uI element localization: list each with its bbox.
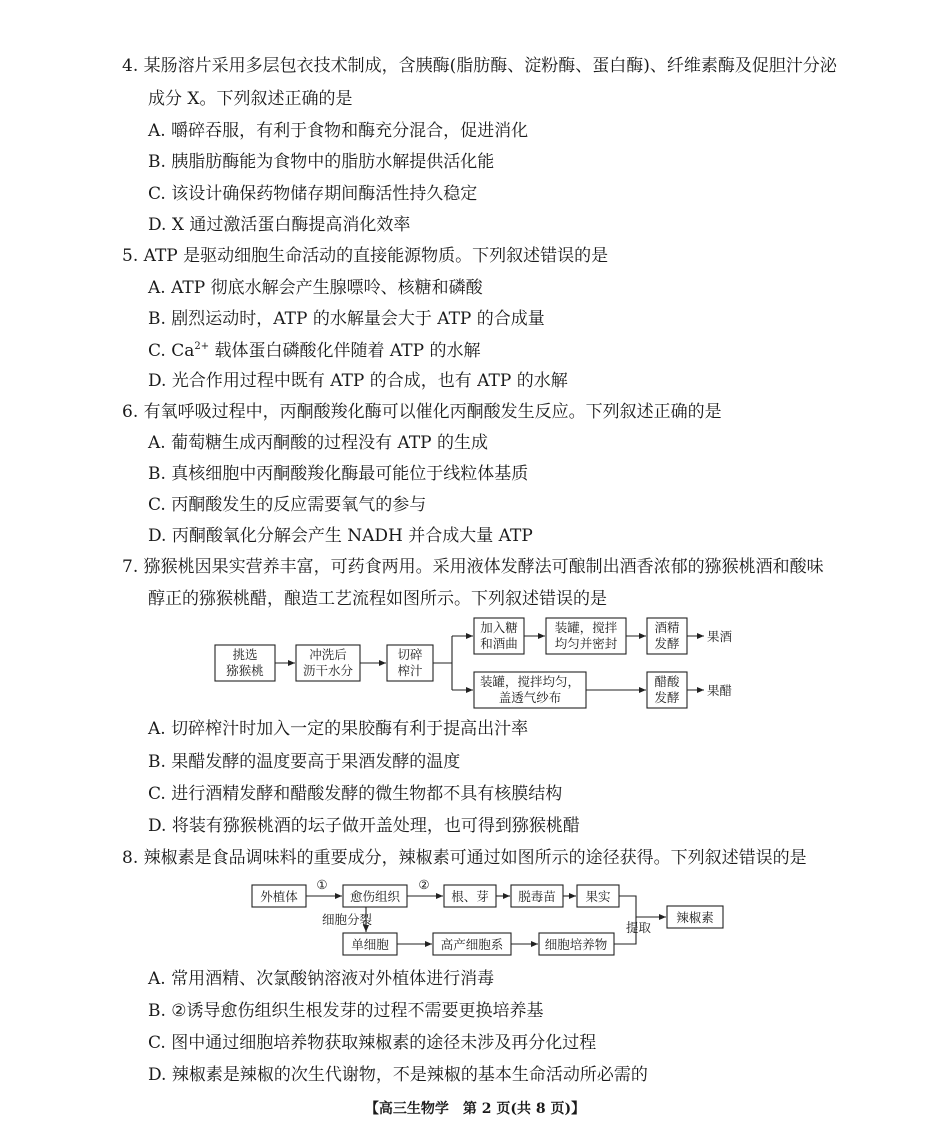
q6-option-d: D. 丙酮酸氧化分解会产生 NADH 并合成大量 ATP	[148, 526, 533, 546]
q7-option-c: C. 进行酒精发酵和醋酸发酵的微生物都不具有核膜结构	[148, 784, 563, 804]
q5-option-c-post: 载体蛋白磷酸化伴随着 ATP 的水解	[209, 341, 481, 361]
q8-stem: 8. 辣椒素是食品调味料的重要成分，辣椒素可通过如图所示的途径获得。下列叙述错误的是	[122, 848, 807, 868]
box-capsaicin-text: 辣椒素	[676, 910, 714, 925]
q4-stem-line1: 4. 某肠溶片采用多层包衣技术制成，含胰酶(脂肪酶、淀粉酶、蛋白酶)、纤维素酶及促胆汁分泌	[122, 56, 837, 76]
q5-option-d: D. 光合作用过程中既有 ATP 的合成，也有 ATP 的水解	[148, 371, 568, 391]
box-alcohol-text2: 发酵	[654, 636, 680, 651]
q6-option-b: B. 真核细胞中丙酮酸羧化酶最可能位于线粒体基质	[148, 464, 529, 484]
q4-stem-line2: 成分 X。下列叙述正确的是	[148, 89, 353, 109]
q8-option-d: D. 辣椒素是辣椒的次生代谢物，不是辣椒的基本生命活动所必需的	[148, 1065, 648, 1085]
box-wash-text2: 沥干水分	[302, 663, 354, 678]
q5-option-b: B. 剧烈运动时，ATP 的水解量会大于 ATP 的合成量	[148, 309, 545, 329]
q7-stem-line2: 醇正的猕猴桃醋，酿造工艺流程如图所示。下列叙述错误的是	[148, 589, 607, 609]
label-fruit-vinegar: 果醋	[707, 683, 733, 698]
q7-flow-diagram	[215, 618, 733, 708]
box-wash-text1: 冲洗后	[309, 647, 347, 662]
q7-option-a: A. 切碎榨汁时加入一定的果胶酶有利于提高出汁率	[148, 719, 529, 739]
box-select-text2: 猕猴桃	[226, 663, 264, 678]
box-cell-culture-text: 细胞培养物	[544, 937, 608, 952]
q4-option-a: A. 嚼碎吞服，有利于食物和酶充分混合，促进消化	[148, 121, 529, 141]
box-crush-text2: 榨汁	[397, 663, 423, 678]
q5-stem: 5. ATP 是驱动细胞生命活动的直接能源物质。下列叙述错误的是	[122, 246, 609, 266]
box-root-shoot-text: 根、芽	[451, 889, 489, 904]
box-acetic-text1: 醋酸	[654, 674, 680, 689]
box-seedling-text: 脱毒苗	[518, 889, 556, 904]
label-step2: ②	[418, 877, 430, 892]
q4-option-b: B. 胰脂肪酶能为食物中的脂肪水解提供活化能	[148, 152, 495, 172]
q8-option-a: A. 常用酒精、次氯酸钠溶液对外植体进行消毒	[148, 969, 495, 989]
label-step1: ①	[316, 877, 328, 892]
q7-option-b: B. 果醋发酵的温度要高于果酒发酵的温度	[148, 752, 461, 772]
q4-option-d: D. X 通过激活蛋白酶提高消化效率	[148, 215, 411, 235]
q5-option-c-pre: C. Ca	[148, 341, 195, 361]
q7-option-d: D. 将装有猕猴桃酒的坛子做开盖处理，也可得到猕猴桃醋	[148, 816, 580, 836]
box-single-cell-text: 单细胞	[351, 937, 389, 952]
page-footer: 【高三生物学 第 2 页(共 8 页)】	[364, 1101, 586, 1117]
label-extract: 提取	[626, 920, 652, 935]
box-gauze-jar-text2: 盖透气纱布	[498, 690, 562, 705]
q8-option-b: B. ②诱导愈伤组织生根发芽的过程不需要更换培养基	[148, 1001, 544, 1021]
q6-option-c: C. 丙酮酸发生的反应需要氧气的参与	[148, 495, 427, 515]
box-add-sugar-text2: 和酒曲	[480, 636, 518, 651]
q6-option-a: A. 葡萄糖生成丙酮酸的过程没有 ATP 的生成	[148, 433, 489, 453]
q6-stem: 6. 有氧呼吸过程中，丙酮酸羧化酶可以催化丙酮酸发生反应。下列叙述正确的是	[122, 402, 722, 422]
box-gauze-jar-text1: 装罐，搅拌均匀，	[479, 674, 581, 689]
q4-option-c: C. 该设计确保药物储存期间酶活性持久稳定	[148, 184, 478, 204]
box-crush-text1: 切碎	[397, 647, 423, 662]
box-alcohol-text1: 酒精	[654, 620, 680, 635]
q7-stem-line1: 7. 猕猴桃因果实营养丰富，可药食两用。采用液体发酵法可酿制出酒香浓郁的猕猴桃酒和酸味	[122, 557, 824, 577]
box-explant-text: 外植体	[260, 889, 298, 904]
box-add-sugar-text1: 加入糖	[480, 620, 518, 635]
q5-option-c-sup: 2+	[194, 341, 210, 352]
q5-option-a: A. ATP 彻底水解会产生腺嘌呤、核糖和磷酸	[148, 278, 483, 298]
box-seal-jar-text1: 装罐，搅拌	[554, 620, 618, 635]
q8-flow-diagram	[252, 877, 723, 955]
box-select-text1: 挑选	[232, 647, 258, 662]
box-acetic-text2: 发酵	[654, 690, 680, 705]
box-seal-jar-text2: 均匀并密封	[554, 636, 618, 651]
box-high-yield-text: 高产细胞系	[440, 937, 504, 952]
q8-option-c: C. 图中通过细胞培养物获取辣椒素的途径未涉及再分化过程	[148, 1033, 597, 1053]
box-fruit-text: 果实	[585, 889, 611, 904]
box-callus-text: 愈伤组织	[349, 889, 401, 904]
arrow	[619, 896, 666, 917]
label-cell-division: 细胞分裂	[322, 912, 373, 927]
label-fruit-wine: 果酒	[707, 629, 733, 644]
